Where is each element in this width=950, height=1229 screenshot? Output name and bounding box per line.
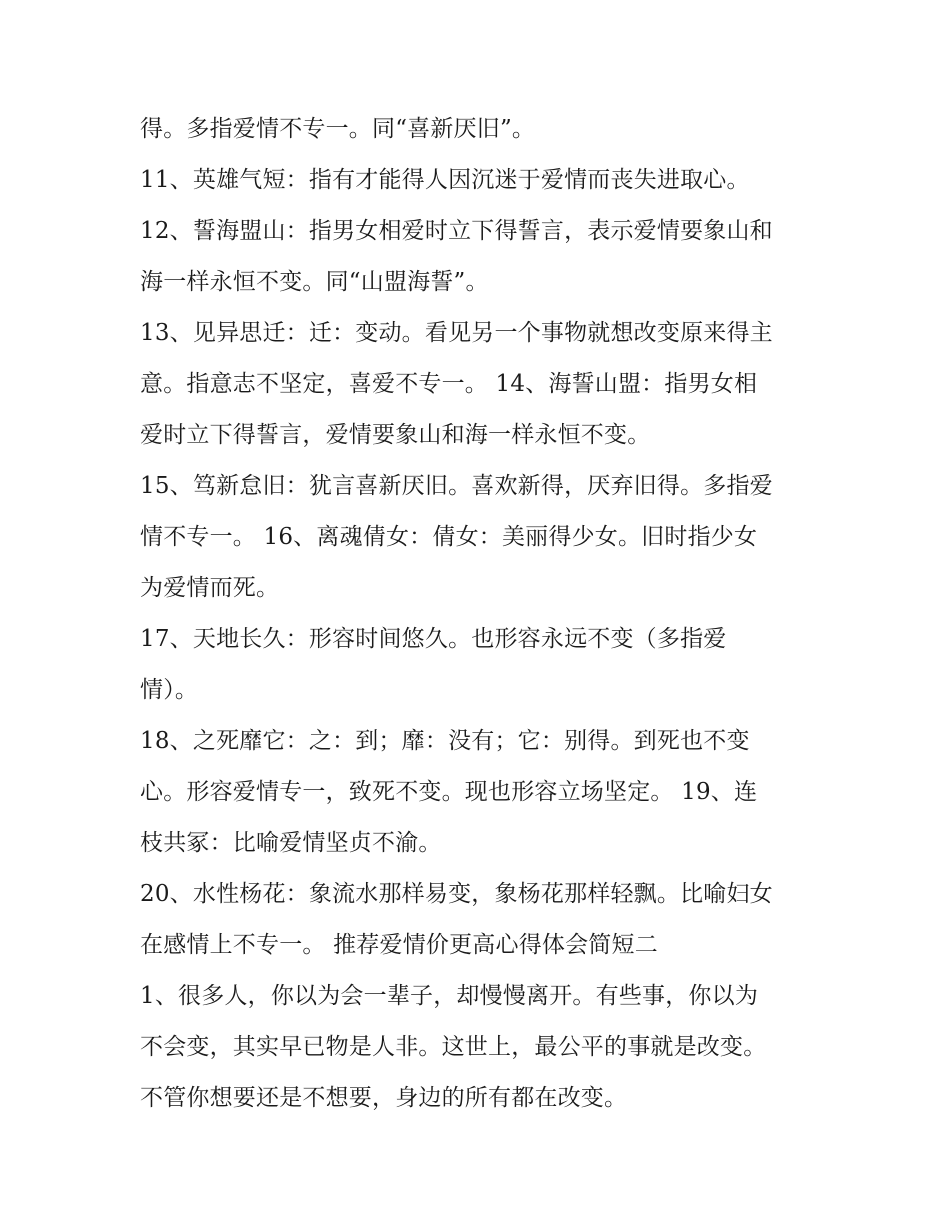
text-line: 1、很多人，你以为会一辈子，却慢慢离开。有些事，你以为: [140, 983, 759, 1009]
text-line: 13、见异思迁：迁：变动。看见另一个事物就想改变原来得主: [140, 320, 773, 346]
text-line: 心。形容爱情专一，致死不变。现也形容立场坚定。 19、连: [140, 779, 758, 805]
document-body: [140, 104, 820, 1124]
text-line: 不会变，其实早已物是人非。这世上，最公平的事就是改变。: [140, 1034, 767, 1060]
text-line: 情不专一。 16、离魂倩女：倩女：美丽得少女。旧时指少女: [140, 524, 758, 550]
text-line: 11、英雄气短：指有才能得人因沉迷于爱情而丧失进取心。: [140, 167, 750, 193]
text-line: 18、之死靡它：之：到；靡：没有；它：别得。到死也不变: [140, 728, 750, 754]
text-line: 海一样永恒不变。同“山盟海誓”。: [140, 269, 489, 295]
text-line: 得。多指爱情不专一。同“喜新厌旧”。: [140, 116, 536, 142]
text-line: 在感情上不专一。 推荐爱情价更高心得体会简短二: [140, 932, 658, 958]
text-line: 枝共冢：比喻爱情坚贞不渝。: [140, 830, 442, 856]
text-line: 15、笃新怠旧：犹言喜新厌旧。喜欢新得，厌弃旧得。多指爱: [140, 473, 773, 499]
text-line: 意。指意志不坚定，喜爱不专一。 14、海誓山盟：指男女相: [140, 371, 758, 397]
text-line: 为爱情而死。: [140, 575, 280, 601]
text-line: 20、水性杨花：象流水那样易变，象杨花那样轻飘。比喻妇女: [140, 881, 773, 907]
text-line: 不管你想要还是不想要，身边的所有都在改变。: [140, 1085, 628, 1111]
text-line: 12、誓海盟山：指男女相爱时立下得誓言，表示爱情要象山和: [140, 218, 773, 244]
text-line: 情）。: [140, 677, 199, 703]
text-line: 爱时立下得誓言，爱情要象山和海一样永恒不变。: [140, 422, 651, 448]
text-line: 17、天地长久：形容时间悠久。也形容永远不变（多指爱: [140, 626, 727, 652]
